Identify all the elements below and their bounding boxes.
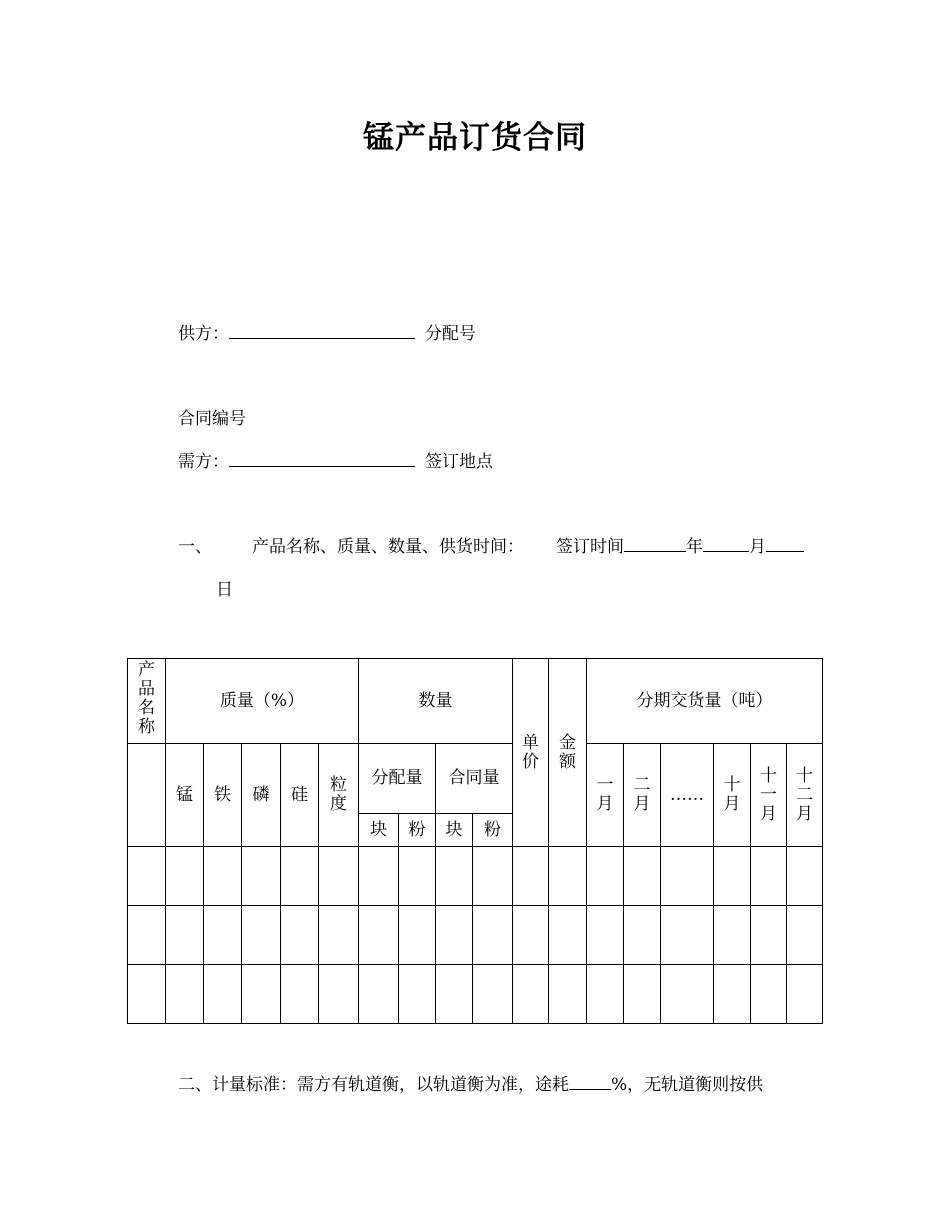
- table-cell[interactable]: [166, 906, 204, 965]
- table-cell[interactable]: [204, 906, 242, 965]
- table-cell[interactable]: [319, 906, 359, 965]
- table-cell[interactable]: [319, 965, 359, 1024]
- day-line: [216, 575, 233, 600]
- header-row-2: [128, 744, 823, 814]
- table-cell[interactable]: [436, 965, 473, 1024]
- sign-place-label: 签订地点: [425, 452, 493, 472]
- supplier-label: 供方：: [178, 324, 229, 344]
- supplier-blank[interactable]: [229, 324, 415, 339]
- table-cell[interactable]: [624, 965, 661, 1024]
- allocated-lump-header: 块: [359, 814, 399, 847]
- table-cell[interactable]: [204, 965, 242, 1024]
- sign-time-label: 签订时间: [556, 537, 624, 557]
- table-row: [128, 906, 823, 965]
- contract-no-label: 合同编号: [178, 409, 246, 429]
- table-cell[interactable]: [473, 965, 513, 1024]
- year-blank[interactable]: [624, 537, 686, 552]
- product-name-blank-cell: [128, 744, 166, 847]
- table-cell[interactable]: [359, 906, 399, 965]
- table-cell[interactable]: [128, 847, 166, 906]
- supplier-line: [178, 319, 476, 344]
- table-cell[interactable]: [787, 847, 823, 906]
- table-cell[interactable]: [787, 906, 823, 965]
- buyer-line: [178, 447, 493, 472]
- ellipsis-header: ……: [661, 744, 714, 847]
- contract-no-line: [178, 404, 246, 429]
- loss-blank[interactable]: [569, 1075, 611, 1090]
- product-name-header: 产品名称: [128, 659, 166, 744]
- manganese-header: 锰: [166, 744, 204, 847]
- table-cell[interactable]: [624, 906, 661, 965]
- table-cell[interactable]: [128, 906, 166, 965]
- table-cell[interactable]: [399, 906, 436, 965]
- table-cell[interactable]: [281, 906, 319, 965]
- table-cell[interactable]: [661, 906, 714, 965]
- table-cell[interactable]: [204, 847, 242, 906]
- order-table: [127, 658, 823, 1024]
- table-cell[interactable]: [281, 847, 319, 906]
- table-cell[interactable]: [513, 965, 549, 1024]
- quantity-header: 数量: [359, 659, 513, 744]
- section2-line: [178, 1070, 763, 1095]
- table-row: [128, 847, 823, 906]
- month-11-header: 十一月: [751, 744, 787, 847]
- table-cell[interactable]: [473, 906, 513, 965]
- section1-heading: 产品名称、质量、数量、供货时间：: [252, 537, 524, 557]
- table-cell[interactable]: [714, 906, 751, 965]
- table-cell[interactable]: [587, 906, 624, 965]
- buyer-blank[interactable]: [229, 452, 415, 467]
- year-label: 年: [686, 537, 703, 557]
- table-cell[interactable]: [587, 965, 624, 1024]
- month-1-header: 一月: [587, 744, 624, 847]
- contract-lump-header: 块: [436, 814, 473, 847]
- page-title: 锰产品订货合同: [363, 120, 587, 156]
- section1-number: 一、: [178, 537, 212, 557]
- table-cell[interactable]: [714, 965, 751, 1024]
- table-cell[interactable]: [242, 965, 281, 1024]
- granularity-header: 粒度: [319, 744, 359, 847]
- table-cell[interactable]: [549, 847, 587, 906]
- table-cell[interactable]: [436, 847, 473, 906]
- month-12-header: 十二月: [787, 744, 823, 847]
- table-cell[interactable]: [549, 965, 587, 1024]
- table-cell[interactable]: [787, 965, 823, 1024]
- table-cell[interactable]: [473, 847, 513, 906]
- allocated-qty-header: 分配量: [359, 744, 436, 814]
- table-cell[interactable]: [714, 847, 751, 906]
- table-cell[interactable]: [513, 847, 549, 906]
- table-row: [128, 965, 823, 1024]
- allocated-powder-header: 粉: [399, 814, 436, 847]
- unit-price-header: 单价: [513, 659, 549, 847]
- table-cell[interactable]: [359, 847, 399, 906]
- section2-text-before: 二、计量标准：需方有轨道衡，以轨道衡为准，途耗: [178, 1075, 569, 1095]
- table-cell[interactable]: [166, 847, 204, 906]
- table-cell[interactable]: [281, 965, 319, 1024]
- table-cell[interactable]: [587, 847, 624, 906]
- buyer-label: 需方：: [178, 452, 229, 472]
- table-cell[interactable]: [359, 965, 399, 1024]
- table-cell[interactable]: [624, 847, 661, 906]
- header-row-1: [128, 659, 823, 744]
- month-10-header: 十月: [714, 744, 751, 847]
- table-cell[interactable]: [128, 965, 166, 1024]
- table-cell[interactable]: [549, 906, 587, 965]
- month-label: 月: [749, 537, 766, 557]
- amount-header: 金额: [549, 659, 587, 847]
- table-cell[interactable]: [399, 965, 436, 1024]
- day-label: 日: [216, 580, 233, 600]
- contract-powder-header: 粉: [473, 814, 513, 847]
- table-cell[interactable]: [166, 965, 204, 1024]
- table-cell[interactable]: [436, 906, 473, 965]
- table-cell[interactable]: [242, 906, 281, 965]
- table-cell[interactable]: [751, 906, 787, 965]
- table-cell[interactable]: [399, 847, 436, 906]
- section1-line: [178, 532, 804, 557]
- month-2-header: 二月: [624, 744, 661, 847]
- table-cell[interactable]: [513, 906, 549, 965]
- phosphorus-header: 磷: [242, 744, 281, 847]
- installments-header: 分期交货量（吨）: [587, 659, 823, 744]
- contract-qty-header: 合同量: [436, 744, 513, 814]
- iron-header: 铁: [204, 744, 242, 847]
- month-blank[interactable]: [703, 537, 749, 552]
- table-cell[interactable]: [661, 847, 714, 906]
- table-cell[interactable]: [242, 847, 281, 906]
- table-cell[interactable]: [661, 965, 714, 1024]
- table-cell[interactable]: [751, 847, 787, 906]
- section2-text-after: %，无轨道衡则按供: [611, 1075, 764, 1095]
- allocation-label: 分配号: [425, 324, 476, 344]
- day-blank[interactable]: [766, 537, 804, 552]
- quality-header: 质量（%）: [166, 659, 359, 744]
- table-cell[interactable]: [319, 847, 359, 906]
- silicon-header: 硅: [281, 744, 319, 847]
- table-cell[interactable]: [751, 965, 787, 1024]
